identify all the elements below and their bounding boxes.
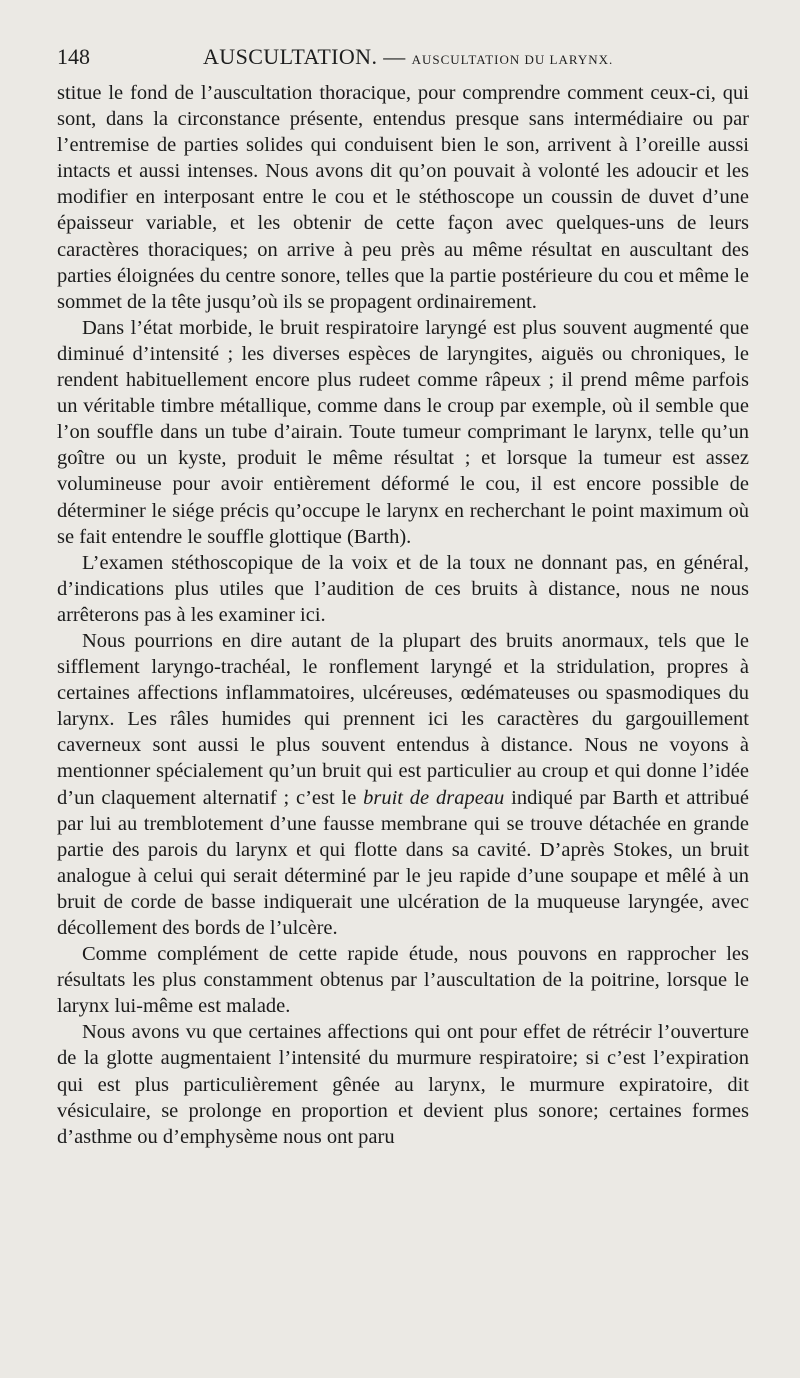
paragraph-abnormal-sounds-start: Nous pourrions en dire autant de la plupart des bruits anormaux, tels que le sifflement laryngo-trachéal, le ronflement laryngé et la stridulation, propres à certaines affections inflammatoires, ulcéreuses, œdémateuses ou spasmodiques du larynx. Les râles humides qui prennent ici les caractères du gargouillement caverneux sont aussi le plus souvent entendus à distance. Nous ne voyons à mentionner spécialement qu’un bruit qui est particulier au croup et qui donne l’idée d’un claquement alternatif ; c’est le bbox=[57, 629, 749, 809]
paragraph-complement: Comme complément de cette rapide étude, nous pouvons en rapprocher les résultats les plus constamment obtenus par l’auscultation de la poitrine, lorsque le larynx lui-même est malade. bbox=[57, 943, 749, 1018]
bruit-de-drapeau-emphasis: bruit de drapeau bbox=[363, 786, 505, 809]
paragraph-abnormal-sounds bbox=[57, 628, 749, 941]
paragraph-continuation: stitue le fond de l’auscultation thoracique, pour comprendre comment ceux-ci, qui sont, dans la circonstance présente, entendus presque sans intermédiaire ou par l’entremise de parties solides qui conduisent bien le son, arrivent à l’oreille aussi intacts et aussi intenses. Nous avons dit qu’on pouvait à volonté les adoucir et les modifier en interposant entre le cou et le stéthoscope un coussin de duvet d’une épaisseur variable, et les obtenir de cette façon avec quelques-uns de leurs caractères thoraciques; on arrive à peu près au même résultat en auscultant des parties éloignées du centre sonore, telles que la partie postérieure du cou et même le sommet de la tête jusqu’où ils se propagent ordinairement. bbox=[57, 82, 749, 313]
running-head bbox=[203, 44, 613, 70]
paragraph-glottis: Nous avons vu que certaines affections qui ont pour effet de rétrécir l’ouverture de la glotte augmentaient l’intensité du murmure respiratoire; si c’est l’expiration qui est plus particulièrement gênée au larynx, le murmure expiratoire, dit vésiculaire, se prolonge en proportion et devient plus sonore; certaines formes d’asthme ou d’emphysème nous ont paru bbox=[57, 1021, 749, 1148]
running-head-title: AUSCULTATION. bbox=[203, 44, 378, 69]
paragraph-abnormal-sounds-end: indiqué par Barth et attribué par lui au tremblotement d’une fausse membrane qui se trouve détachée en grande partie des parois du larynx et qui flotte dans sa cavité. D’après Stokes, un bruit analogue à celui qui serait déterminé par le jeu rapide d’une soupape et mêlé à un bruit de corde de basse indiquerait une ulcération de la muqueuse laryngée, avec décollement des bords de l’ulcère. bbox=[57, 786, 750, 939]
running-head-dash: — bbox=[383, 44, 406, 69]
page-header bbox=[57, 44, 757, 78]
paragraph-morbid-state: Dans l’état morbide, le bruit respiratoire laryngé est plus souvent augmenté que diminué d’intensité ; les diverses espèces de laryngites, aiguës ou chroniques, le rendent habituellement encore plus rudeet comme râpeux ; il prend même parfois un véritable timbre métallique, comme dans le croup par exemple, où il semble que l’on souffle dans un tube d’airain. Toute tumeur comprimant le larynx, telle qu’un goître ou un kyste, produit le même résultat ; et lorsque la tumeur est assez volumineuse pour avoir entièrement déformé le cou, il est encore possible de déterminer le siége précis qu’occupe le larynx en recherchant le point maximum où se fait entendre le souffle glottique (Barth). bbox=[57, 316, 749, 548]
paragraph-voice-cough: L’examen stéthoscopique de la voix et de la toux ne donnant pas, en général, d’indications plus utiles que l’audition de ces bruits à distance, nous ne nous arrêterons pas à les examiner ici. bbox=[57, 551, 749, 626]
body-text bbox=[57, 80, 749, 1150]
running-head-subtitle: AUSCULTATION DU LARYNX. bbox=[411, 52, 614, 67]
page-number: 148 bbox=[57, 44, 90, 69]
